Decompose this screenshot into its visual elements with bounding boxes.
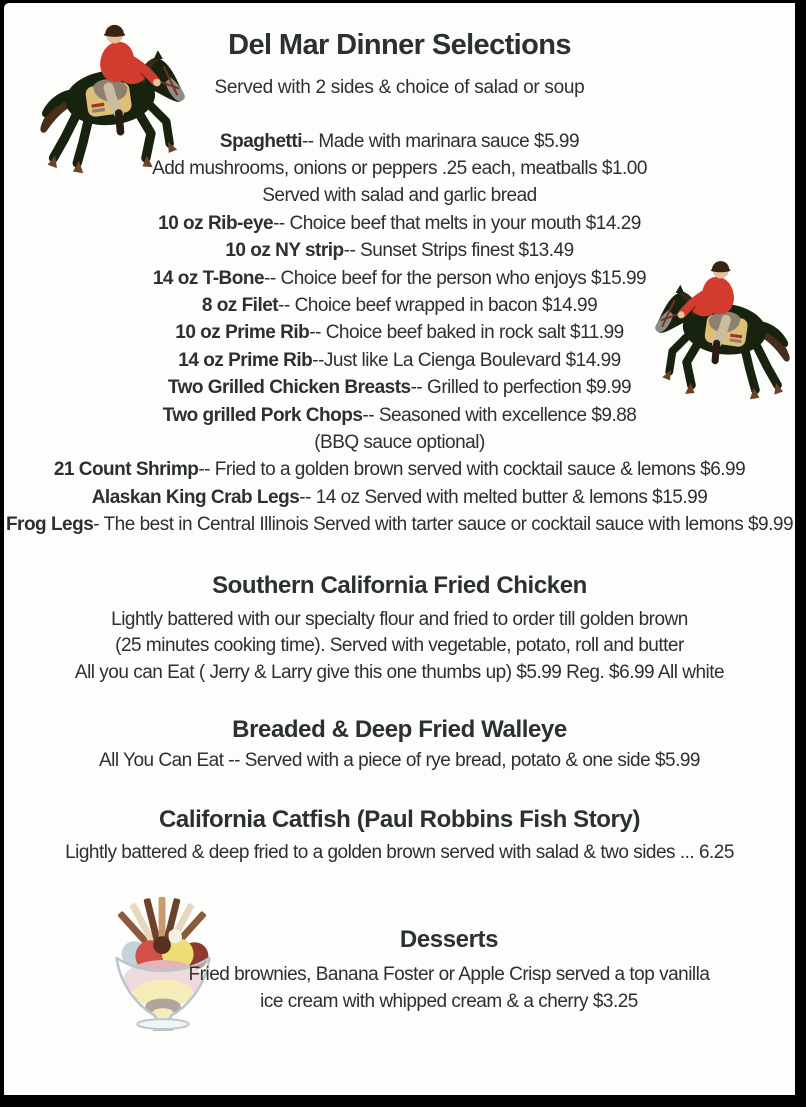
section-catfish-heading-row (4, 806, 795, 834)
section-heading-catfish: California Catfish (Paul Robbins Fish Story) (158, 806, 641, 833)
menu-item-prime-rib-10 (4, 320, 795, 347)
section-desserts (169, 926, 729, 1015)
page-title: Del Mar Dinner Selections (228, 29, 571, 61)
menu-item-pork-chops (4, 402, 795, 429)
fried-chicken-line-1: Lightly battered with our specialty flour and fried to order till golden brown (111, 609, 688, 631)
item-description: -- Choice beef wrapped in bacon $14.99 (278, 295, 598, 317)
menu-item-spaghetti (4, 128, 795, 155)
menu-note-addons (4, 155, 795, 182)
item-description: -- Sunset Strips finest $13.49 (343, 240, 574, 262)
item-description: -- Made with marinara sauce $5.99 (301, 130, 580, 152)
catfish-line-1: Lightly battered & deep fried to a golden brown served with salad & two sides ... 6.25 (65, 842, 734, 864)
desserts-line-1: Fried brownies, Banana Foster or Apple Crisp served a top vanilla (188, 964, 710, 986)
menu-item-ny-strip (4, 238, 795, 265)
item-name: Spaghetti (219, 130, 302, 152)
menu-item-tbone (4, 265, 795, 292)
section-walleye-heading-row (4, 716, 795, 744)
menu-note-spaghetti-sides (4, 183, 795, 210)
section-heading-desserts: Desserts (399, 926, 499, 953)
item-description: (BBQ sauce optional) (314, 431, 485, 453)
section-heading-walleye: Breaded & Deep Fried Walleye (232, 716, 567, 743)
section-desserts-heading-row (169, 926, 729, 954)
page-subtitle: Served with 2 sides & choice of salad or soup (214, 77, 585, 98)
menu-item-prime-rib-14 (4, 347, 795, 374)
item-description: Add mushrooms, onions or peppers .25 each, meatballs $1.00 (152, 158, 647, 180)
item-description: -- Choice beef for the person who enjoys $15.99 (264, 267, 647, 289)
menu-item-shrimp (4, 457, 795, 484)
item-name: 10 oz NY strip (225, 240, 344, 262)
item-name: 8 oz Filet (201, 295, 279, 317)
walleye-line-1: All You Can Eat -- Served with a piece of rye bread, potato & one side $5.99 (98, 750, 700, 772)
item-name: 21 Count Shrimp (53, 459, 199, 481)
section-fried-chicken-heading-row (4, 572, 795, 600)
item-name: 10 oz Rib-eye (158, 212, 274, 234)
item-description: Served with salad and garlic bread (262, 185, 537, 207)
desserts-line-2: ice cream with whipped cream & a cherry $3.25 (260, 990, 638, 1012)
menu-item-crab-legs (4, 484, 795, 511)
section-heading-fried-chicken: Southern California Fried Chicken (212, 572, 587, 599)
menu-note-bbq (4, 429, 795, 456)
item-name: 14 oz Prime Rib (178, 349, 313, 371)
menu-item-ribeye (4, 210, 795, 237)
fried-chicken-line-2: (25 minutes cooking time). Served with vegetable, potato, roll and butter (115, 635, 684, 657)
item-description: -- Seasoned with excellence $9.88 (362, 404, 637, 426)
dinner-menu-list (4, 128, 795, 539)
item-name: 10 oz Prime Rib (175, 322, 310, 344)
item-name: Frog Legs (5, 514, 94, 536)
menu-page (4, 3, 795, 1095)
item-description: - The best in Central Illinois Served with tarter sauce or cocktail sauce with lemons $9.99 (93, 514, 794, 536)
item-description: -- Choice beef that melts in your mouth $14.29 (273, 212, 641, 234)
fried-chicken-line-3: All you can Eat ( Jerry & Larry give this one thumbs up) $5.99 Reg. $6.99 All white (74, 662, 725, 684)
item-description: -- Choice beef baked in rock salt $11.99 (309, 322, 624, 344)
item-name: 14 oz T-Bone (152, 267, 265, 289)
item-name: Two grilled Pork Chops (162, 404, 363, 426)
menu-item-filet (4, 292, 795, 319)
item-name: Alaskan King Crab Legs (91, 486, 300, 508)
item-description: -- 14 oz Served with melted butter & lemons $15.99 (299, 486, 708, 508)
item-description: -- Fried to a golden brown served with cocktail sauce & lemons $6.99 (198, 459, 746, 481)
item-description: -- Grilled to perfection $9.99 (410, 377, 632, 399)
menu-item-frog-legs (4, 511, 795, 538)
menu-item-chicken-breasts (4, 375, 795, 402)
item-name: Two Grilled Chicken Breasts (167, 377, 411, 399)
item-description: --Just like La Cienga Boulevard $14.99 (312, 349, 621, 371)
